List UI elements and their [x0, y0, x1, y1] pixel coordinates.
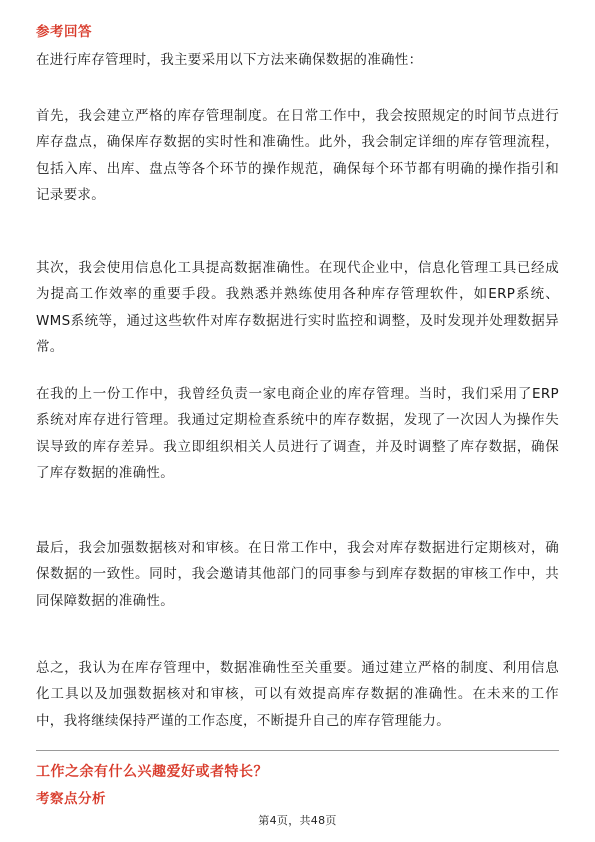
intro-text: 在进行库存管理时，我主要采用以下方法来确保数据的准确性：	[36, 52, 423, 68]
next-question-heading: 工作之余有什么兴趣爱好或者特长？	[36, 764, 268, 780]
analysis-heading: 考察点分析	[36, 791, 106, 807]
paragraph-2: 其次，我会使用信息化工具提高数据准确性。在现代企业中，信息化管理工具已经成为提高工作效率的重要手段。我熟悉并熟练使用各种库存管理软件，如ERP系统、WMS系统等，通过这些软件对库存数据进行实时监控和调整，及时发现并处理数据异常。	[36, 260, 559, 355]
section-divider	[36, 750, 559, 751]
paragraph-5: 总之，我认为在库存管理中，数据准确性至关重要。通过建立严格的制度、利用信息化工具以及加强数据核对和审核，可以有效提高库存数据的准确性。在未来的工作中，我将继续保持严谨的工作态度，不断提升自己的库存管理能力。	[36, 660, 559, 729]
paragraph-1: 首先，我会建立严格的库存管理制度。在日常工作中，我会按照规定的时间节点进行库存盘点，确保库存数据的实时性和准确性。此外，我会制定详细的库存管理流程，包括入库、出库、盘点等各个环节的操作规范，确保每个环节都有明确的操作指引和记录要求。	[36, 108, 559, 203]
answer-heading: 参考回答	[36, 24, 92, 40]
page-footer: 第4页，共48页	[258, 814, 337, 827]
paragraph-3: 在我的上一份工作中，我曾经负责一家电商企业的库存管理。当时，我们采用了ERP系统对库存进行管理。我通过定期检查系统中的库存数据，发现了一次因人为操作失误导致的库存差异。我立即组织相关人员进行了调查，并及时调整了库存数据，确保了库存数据的准确性。	[36, 386, 559, 481]
paragraph-4: 最后，我会加强数据核对和审核。在日常工作中，我会对库存数据进行定期核对，确保数据的一致性。同时，我会邀请其他部门的同事参与到库存数据的审核工作中，共同保障数据的准确性。	[36, 540, 559, 609]
